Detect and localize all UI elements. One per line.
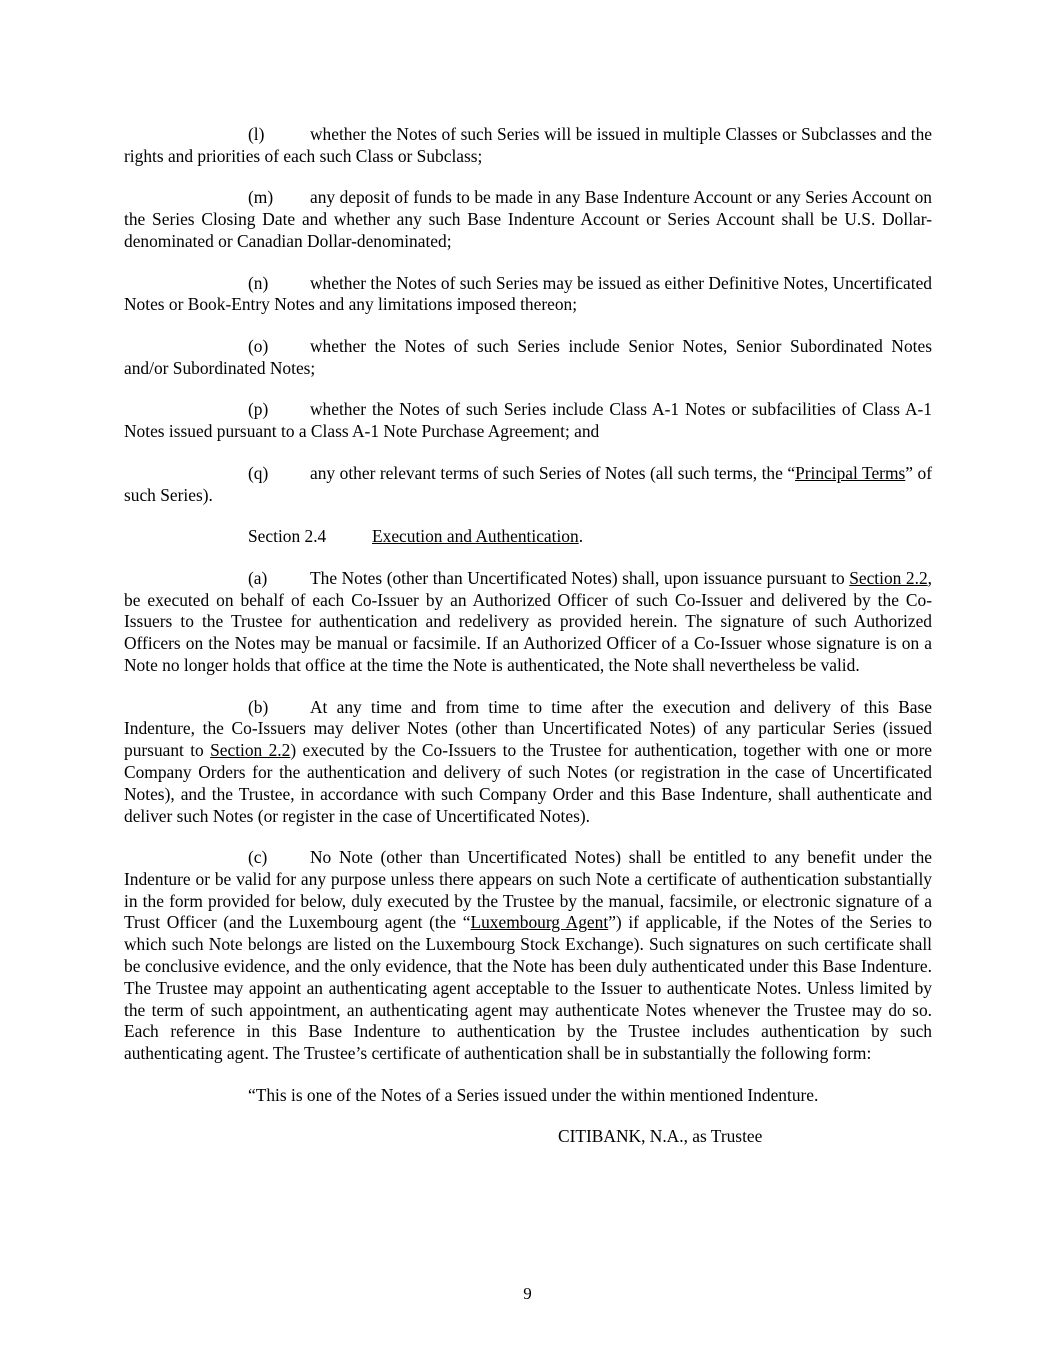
paragraph-text-cont: , be executed on behalf of each Co-Issuer by an Authorized Officer of such Co-Issuer and delivered by the Co-Issuers to the Trustee for authentication and redelivery as provided herein. The signature of such Authorized Officers on the Notes may be manual or facsimile. If an Authorized Officer of a Co-Issuer whose signature is on a Note no longer holds that office at the time the Note is authenticated, the Note shall nevertheless be valid. [124,567,932,675]
clause-text: whether the Notes of such Series may be issued as either Definitive Notes, Uncertificated Notes or Book-Entry Notes and any limitations imposed thereon; [124,272,932,315]
clause-m [124,187,932,252]
clause-q [124,463,932,507]
clause-label: (n) [248,272,269,293]
page-number: 9 [523,1284,532,1303]
paragraph-b [124,697,932,828]
paragraph-label: (a) [248,567,268,588]
paragraph-text-cont: ”) if applicable, if the Notes of the Series to which such Note belongs are listed on the Luxembourg Stock Exchange). Such signatures on such certificate shall be conclusive evidence, and the only evidence, that the Note has been duly authenticated under this Base Indenture. The Trustee may appoint an authenticating agent acceptable to the Issuer to authenticate Notes. Unless limited by the term of such appointment, an authenticating agent may authenticate Notes whenever the Trustee may do so. Each reference in this Base Indenture to authentication by the Trustee includes authentication by such authenticating agent. The Trustee’s certificate of authentication shall be in substantially the following form: [124,912,933,1064]
clause-text: any other relevant terms of such Series of Notes (all such terms, the “ [310,462,796,483]
certificate-quote: “This is one of the Notes of a Series issued under the within mentioned Indenture. [248,1084,819,1105]
paragraph-text: No Note (other than Uncertificated Notes) shall be entitled to any benefit under the Indenture or be valid for any purpose unless there appears on such Note a certificate of authentication substantially in the form provided for below, duly executed by the Trustee by the manual, facsimile, or electronic signature of a Trust Officer (and the Luxembourg agent (the “ [124,847,932,933]
clause-text: any deposit of funds to be made in any Base Indenture Account or any Series Account on the Series Closing Date and whether any such Base Indenture Account or Series Account shall be U.S. Dollar-denominated or Canadian Dollar-denominated; [124,187,932,251]
section-heading [124,526,932,548]
paragraph-c [124,847,932,1065]
clause-o [124,336,932,380]
clause-text: whether the Notes of such Series include Class A-1 Notes or subfacilities of Class A-1 Notes issued pursuant to a Class A-1 Note Purchase Agreement; and [124,399,932,442]
clause-label: (q) [248,462,269,483]
paragraph-text: At any time and from time to time after the execution and delivery of this Base Indenture, the Co-Issuers may deliver Notes (other than Uncertificated Notes) of any particular Series (issued pursuant to [124,696,932,761]
clause-p [124,399,932,443]
defined-term-luxembourg-agent: Luxembourg Agent [470,912,609,933]
section-number: Section 2.4 [248,526,327,547]
paragraph-label: (b) [248,696,269,717]
section-reference: Section 2.2 [210,740,291,761]
clause-text-end: ” of such Series). [124,462,932,505]
document-page [124,124,932,1148]
paragraph-text: The Notes (other than Uncertificated Notes) shall, upon issuance pursuant to [310,567,850,588]
section-title: Execution and Authentication [372,526,579,547]
clause-label: (o) [248,335,269,356]
paragraph-a [124,568,932,677]
clause-label: (p) [248,399,269,420]
section-reference: Section 2.2 [849,567,928,588]
section-title-suffix: . [578,526,584,547]
clause-n [124,273,932,317]
paragraph-label: (c) [248,847,268,868]
defined-term-principal-terms: Principal Terms [795,462,906,483]
trustee-signature-line: CITIBANK, N.A., as Trustee [558,1126,763,1147]
clause-text: whether the Notes of such Series include Senior Notes, Senior Subordinated Notes and/or Subordinated Notes; [124,335,932,378]
clause-l [124,124,932,168]
clause-text: whether the Notes of such Series will be issued in multiple Classes or Subclasses and the rights and priorities of each such Class or Subclass; [124,124,932,166]
paragraph-text-cont: ) executed by the Co-Issuers to the Trustee for authentication, together with one or more Company Orders for the authentication and delivery of such Notes (or registration in the case of Uncertificated Notes), and the Trustee, in accordance with such Company Order and this Base Indenture, shall authenticate and deliver such Notes (or register in the case of Uncertificated Notes). [124,740,933,826]
clause-label: (m) [248,187,274,208]
clause-label: (l) [248,124,265,144]
